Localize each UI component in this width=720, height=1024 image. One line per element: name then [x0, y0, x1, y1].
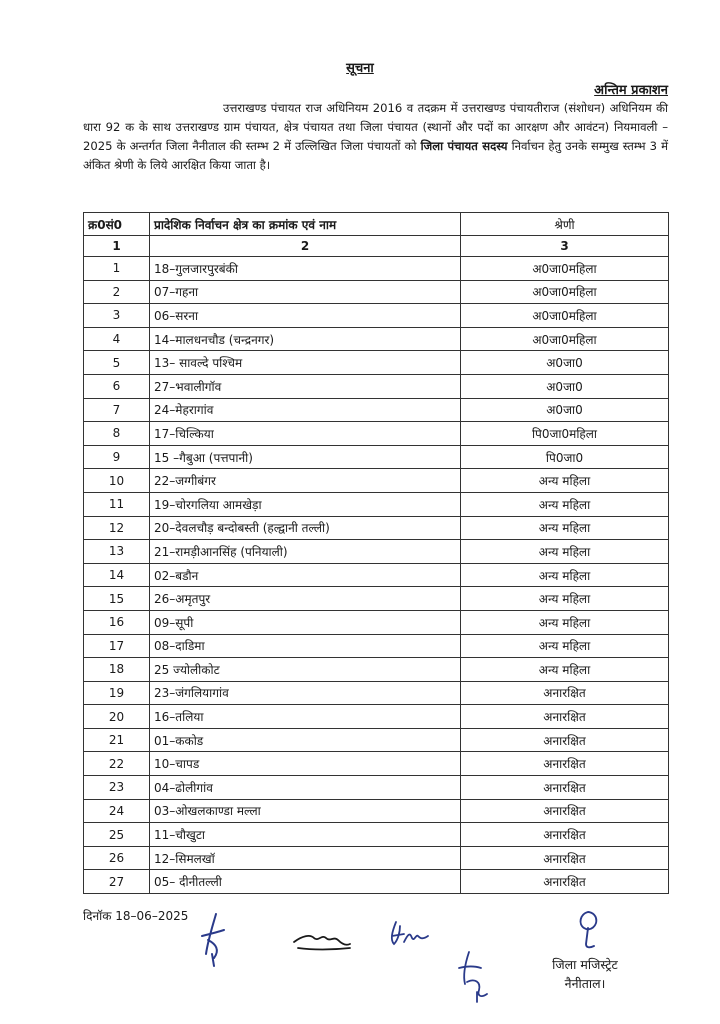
row-constituency: 22–जग्गीबंगर [150, 469, 461, 493]
header-constituency: प्रादेशिक निर्वाचन क्षेत्र का क्रमांक एवं नाम [150, 213, 461, 236]
table-row [84, 563, 669, 587]
row-constituency: 15 –गैबुआ (पत्तपानी) [150, 445, 461, 469]
table-row [84, 799, 669, 823]
table-row [84, 469, 669, 493]
row-constituency: 02–बडौन [150, 563, 461, 587]
row-serial: 8 [84, 422, 150, 446]
publication-subtitle: अन्तिम प्रकाशन [594, 83, 668, 98]
table-row [84, 681, 669, 705]
table-row [84, 516, 669, 540]
table-row [84, 705, 669, 729]
table-row [84, 374, 669, 398]
row-constituency: 08–दाडिमा [150, 634, 461, 658]
row-category: अन्य महिला [461, 516, 669, 540]
table-row [84, 492, 669, 516]
row-constituency: 09–सूपी [150, 610, 461, 634]
row-serial: 17 [84, 634, 150, 658]
row-category: अनारक्षित [461, 728, 669, 752]
row-category: अ0जा0महिला [461, 327, 669, 351]
row-serial: 2 [84, 280, 150, 304]
row-constituency: 26–अमृतपुर [150, 587, 461, 611]
signature-5 [572, 908, 606, 952]
row-category: पि0जा0 [461, 445, 669, 469]
table-row [84, 752, 669, 776]
row-constituency: 05– दीनीतल्ली [150, 870, 461, 894]
row-serial: 9 [84, 445, 150, 469]
row-serial: 1 [84, 257, 150, 281]
table-row [84, 634, 669, 658]
row-category: अनारक्षित [461, 870, 669, 894]
row-constituency: 11–चौखुटा [150, 823, 461, 847]
row-serial: 4 [84, 327, 150, 351]
intro-bold-text: जिला पंचायत सदस्य [420, 139, 508, 153]
table-row [84, 327, 669, 351]
row-serial: 18 [84, 658, 150, 682]
row-constituency: 14–मालधनचौड (चन्द्रनगर) [150, 327, 461, 351]
row-serial: 19 [84, 681, 150, 705]
intro-text-part2: निर्वाचन हेतु उनके सम्मुख स्तम्भ 3 में अंकित श्रेणी के लिये आरक्षित किया जाता है। [83, 139, 669, 172]
row-serial: 27 [84, 870, 150, 894]
column-number: 2 [150, 236, 461, 257]
notice-date: दिनॉक 18–06–2025 [83, 909, 189, 923]
table-row [84, 587, 669, 611]
row-serial: 24 [84, 799, 150, 823]
row-category: पि0जा0महिला [461, 422, 669, 446]
intro-text-part1: उत्तराखण्ड पंचायत राज अधिनियम 2016 व तदक्रम में उत्तराखण्ड पंचायतीराज (संशोधन) अधिनियम की धारा 92 क के साथ उत्तराखण्ड ग्राम पंचायत, क्षेत्र पंचायत तथा जिला पंचायत (स्थानों और पदों का आरक्षण और आवंटन) नियमावली – 2025 के अन्तर्गत जिला नैनीताल की स्तम्भ 2 में उल्लिखित जिला पंचायतों को [83, 101, 668, 153]
row-constituency: 23–जंगलियागांव [150, 681, 461, 705]
table-row [84, 280, 669, 304]
row-category: अनारक्षित [461, 846, 669, 870]
row-constituency: 06–सरना [150, 304, 461, 328]
column-number: 1 [84, 236, 150, 257]
row-category: अन्य महिला [461, 634, 669, 658]
row-constituency: 21–रामड़ीआनसिंह (पनियाली) [150, 540, 461, 564]
row-category: अ0जा0महिला [461, 257, 669, 281]
row-serial: 23 [84, 776, 150, 800]
row-category: अन्य महिला [461, 492, 669, 516]
row-serial: 14 [84, 563, 150, 587]
row-constituency: 25 ज्योलीकोट [150, 658, 461, 682]
row-category: अनारक्षित [461, 681, 669, 705]
intro-paragraph [83, 99, 668, 175]
notice-title: सूचना [346, 61, 374, 76]
row-category: अनारक्षित [461, 752, 669, 776]
row-serial: 21 [84, 728, 150, 752]
row-category: अन्य महिला [461, 658, 669, 682]
row-category: अन्य महिला [461, 587, 669, 611]
row-constituency: 10–चापड [150, 752, 461, 776]
row-category: अन्य महिला [461, 540, 669, 564]
row-serial: 10 [84, 469, 150, 493]
table-row [84, 610, 669, 634]
row-serial: 13 [84, 540, 150, 564]
row-category: अ0जा0महिला [461, 280, 669, 304]
row-constituency: 19–चोरगलिया आमखेड़ा [150, 492, 461, 516]
table-row [84, 445, 669, 469]
table-row [84, 728, 669, 752]
row-constituency: 20–देवलचौड़ बन्दोबस्ती (हल्द्वानी तल्ली) [150, 516, 461, 540]
column-number-row [84, 236, 669, 257]
row-category: अनारक्षित [461, 776, 669, 800]
row-category: अन्य महिला [461, 469, 669, 493]
table-row [84, 398, 669, 422]
row-category: अन्य महिला [461, 563, 669, 587]
row-constituency: 03–ओखलकाण्डा मल्ला [150, 799, 461, 823]
row-serial: 7 [84, 398, 150, 422]
table-row [84, 257, 669, 281]
signature-4 [455, 948, 495, 1004]
table-row [84, 304, 669, 328]
row-serial: 20 [84, 705, 150, 729]
table-row [84, 658, 669, 682]
row-constituency: 17–चिल्किया [150, 422, 461, 446]
row-constituency: 18–गुलजारपुरबंकी [150, 257, 461, 281]
row-serial: 22 [84, 752, 150, 776]
signature-1 [198, 910, 228, 968]
signatory-block [530, 955, 640, 993]
row-category: अनारक्षित [461, 823, 669, 847]
row-serial: 12 [84, 516, 150, 540]
row-category: अनारक्षित [461, 705, 669, 729]
row-constituency: 01–ककोड [150, 728, 461, 752]
row-category: अनारक्षित [461, 799, 669, 823]
table-header-row [84, 213, 669, 236]
row-category: अ0जा0 [461, 351, 669, 375]
row-serial: 5 [84, 351, 150, 375]
row-serial: 15 [84, 587, 150, 611]
table-body [84, 257, 669, 894]
row-category: अन्य महिला [461, 610, 669, 634]
row-serial: 3 [84, 304, 150, 328]
header-serial: क्र0सं0 [84, 213, 150, 236]
signatory-designation: जिला मजिस्ट्रेट [552, 957, 618, 972]
header-category: श्रेणी [461, 213, 669, 236]
row-constituency: 04–ढोलीगांव [150, 776, 461, 800]
row-serial: 16 [84, 610, 150, 634]
table-row [84, 422, 669, 446]
signature-3 [388, 918, 430, 948]
row-serial: 6 [84, 374, 150, 398]
row-serial: 26 [84, 846, 150, 870]
signatory-place: नैनीताल। [564, 976, 606, 991]
table-row [84, 351, 669, 375]
table-row [84, 823, 669, 847]
row-constituency: 12–सिमलखॉ [150, 846, 461, 870]
reservation-table [83, 212, 669, 894]
signature-2 [292, 928, 354, 954]
table-row [84, 846, 669, 870]
row-category: अ0जा0 [461, 374, 669, 398]
row-serial: 11 [84, 492, 150, 516]
row-constituency: 27–भवालीगॉव [150, 374, 461, 398]
table-row [84, 870, 669, 894]
row-category: अ0जा0 [461, 398, 669, 422]
row-category: अ0जा0महिला [461, 304, 669, 328]
row-constituency: 16–तलिया [150, 705, 461, 729]
table-row [84, 776, 669, 800]
row-serial: 25 [84, 823, 150, 847]
table-row [84, 540, 669, 564]
column-number: 3 [461, 236, 669, 257]
row-constituency: 07–गहना [150, 280, 461, 304]
row-constituency: 13– सावल्दे पश्चिम [150, 351, 461, 375]
row-constituency: 24–मेहरागांव [150, 398, 461, 422]
